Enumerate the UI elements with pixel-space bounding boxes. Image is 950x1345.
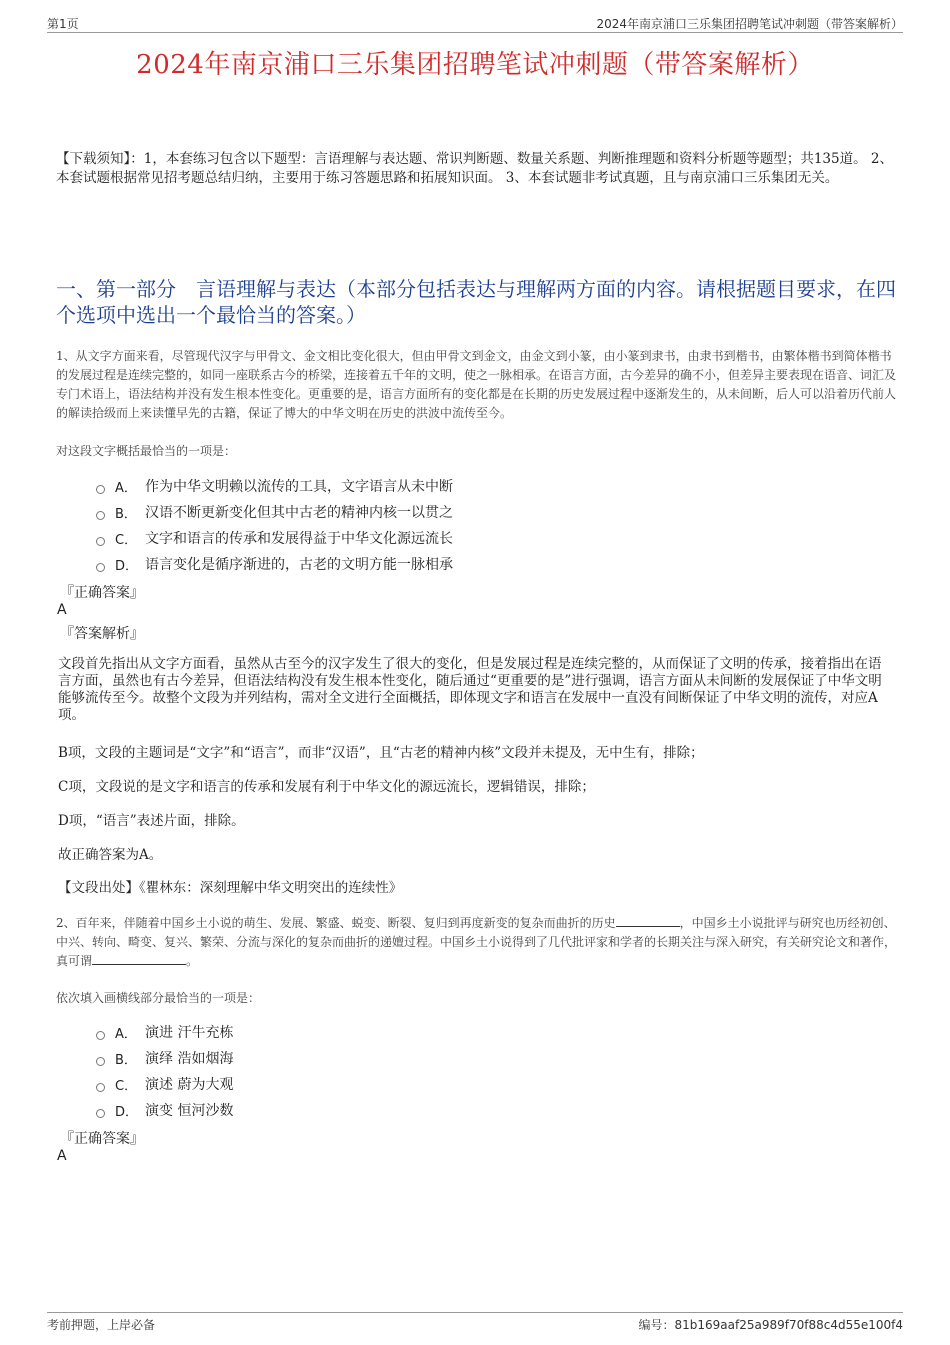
radio-icon[interactable] — [96, 1031, 105, 1040]
answer-label: 『正确答案』 — [60, 585, 144, 601]
q2-text-a: 2、百年来，伴随着中国乡土小说的萌生、发展、繁盛、蜕变、断裂、复归到再度新变的复杂而曲折的历史 — [56, 916, 616, 930]
download-notice: 【下载须知】：1，本套练习包含以下题型：言语理解与表达题、常识判断题、数量关系题、判断推理题和资料分析题等题型；共135道。 2、本套试题根据常见招考题总结归纳，主要用于练习答题思路和拓展知识面。 3、本套试题非考试真题，且与南京浦口三乐集团无关。 — [56, 151, 893, 186]
option-a[interactable] — [96, 1019, 233, 1045]
header-doc-title: 2024年南京浦口三乐集团招聘笔试冲刺题（带答案解析） — [596, 17, 903, 31]
radio-icon[interactable] — [96, 511, 105, 520]
analysis-paragraph: 文段首先指出从文字方面看，虽然从古至今的汉字发生了很大的变化，但是发展过程是连续完整的，从而保证了文明的传承，接着指出在语言方面，虽然也有古今差异，但语法结构没有发生根本性变化，随后通过“更重要的是”进行强调，语言方面从未间断的发展保证了中华文明能够流传至今。故整个文段为并列结构，需对全文进行全面概括，即体现文字和语言在发展中一直没有间断保证了中华文明的流传，对应A项。 — [58, 656, 882, 723]
option-text: 演进 汗牛充栋 — [145, 1025, 234, 1041]
option-b[interactable] — [96, 1045, 233, 1071]
page-header — [47, 14, 903, 33]
analysis-label: 『答案解析』 — [60, 626, 144, 642]
option-c[interactable] — [96, 1071, 233, 1097]
option-d[interactable] — [96, 551, 453, 577]
option-key: D． — [115, 558, 139, 574]
page-footer — [47, 1312, 903, 1333]
option-key: B． — [115, 1052, 137, 1068]
radio-icon[interactable] — [96, 1057, 105, 1066]
analysis-paragraph: B项，文段的主题词是“文字”和“语言”，而非“汉语”，且“古老的精神内核”文段并未提及，无中生有，排除； — [58, 745, 704, 761]
option-a[interactable] — [96, 473, 453, 499]
radio-icon[interactable] — [96, 1083, 105, 1092]
analysis-paragraph: 故正确答案为A。 — [58, 847, 163, 863]
page-title: 2024年南京浦口三乐集团招聘笔试冲刺题（带答案解析） — [136, 50, 814, 80]
option-key: C． — [115, 1078, 138, 1094]
option-text: 演绎 浩如烟海 — [145, 1051, 234, 1067]
option-key: A． — [115, 1026, 137, 1042]
question-1-text: 1、从文字方面来看，尽管现代汉字与甲骨文、金文相比变化很大，但由甲骨文到金文，由金文到小篆，由小篆到隶书，由隶书到楷书，由繁体楷书到简体楷书的发展过程是连续完整的，如同一座联系古今的桥梁，连接着五千年的文明，使之一脉相承。在语言方面，古今差异的确不小，但差异主要表现在语音、词汇及专门术语上，语法结构并没有发生根本性变化。更重要的是，语言方面所有的变化都是在长期的历史发展过程中逐渐发生的，从未间断，后人可以沿着历代前人的解读拾级而上来读懂早先的古籍，保证了博大的中华文明在历史的洪波中流传至今。 — [56, 349, 897, 420]
analysis-paragraph: C项，文段说的是文字和语言的传承和发展有利于中华文化的源远流长，逻辑错误，排除； — [58, 779, 595, 795]
option-c[interactable] — [96, 525, 453, 551]
footer-slogan: 考前押题，上岸必备 — [47, 1318, 156, 1332]
fill-blank — [616, 914, 680, 927]
question-2-prompt: 依次填入画横线部分最恰当的一项是： — [56, 991, 261, 1005]
q2-text-c: 。 — [186, 954, 199, 968]
option-text: 文字和语言的传承和发展得益于中华文化源远流长 — [145, 531, 453, 547]
q2-text-b: ，中国乡土小说批评与研究也历经初创、中兴、转向、畸变、复兴、繁荣、分流与深化的复杂而曲折的递嬗过程。中国乡土小说得到了几代批评家和学者的长期关注与深入研究，有关研究论文和著作，真可谓 — [56, 916, 897, 968]
fill-blank — [92, 952, 186, 965]
page-number: 第1页 — [47, 17, 79, 31]
answer-label: 『正确答案』 — [60, 1131, 144, 1147]
option-d[interactable] — [96, 1097, 233, 1123]
section-heading: 一、第一部分 言语理解与表达（本部分包括表达与理解两方面的内容。请根据题目要求，在四个选项中选出一个最恰当的答案。） — [56, 277, 896, 327]
option-key: A． — [115, 480, 137, 496]
option-text: 汉语不断更新变化但其中古老的精神内核一以贯之 — [145, 505, 453, 521]
option-key: B． — [115, 506, 137, 522]
option-text: 语言变化是循序渐进的，古老的文明方能一脉相承 — [145, 557, 453, 573]
radio-icon[interactable] — [96, 485, 105, 494]
question-2-options — [96, 1019, 233, 1123]
option-text: 演述 蔚为大观 — [145, 1077, 234, 1093]
option-key: D． — [115, 1104, 139, 1120]
footer-serial: 编号：81b169aaf25a989f70f88c4d55e100f4 — [638, 1318, 903, 1332]
question-1-options — [96, 473, 453, 577]
correct-answer: A — [57, 602, 67, 618]
option-text: 作为中华文明赖以流传的工具，文字语言从未中断 — [145, 479, 453, 495]
source-citation: 【文段出处】《瞿林东：深刻理解中华文明突出的连续性》 — [58, 880, 403, 896]
correct-answer: A — [57, 1148, 67, 1164]
radio-icon[interactable] — [96, 537, 105, 546]
question-1-prompt: 对这段文字概括最恰当的一项是： — [56, 444, 237, 458]
analysis-paragraph: D项，“语言”表述片面，排除。 — [58, 813, 245, 829]
radio-icon[interactable] — [96, 1109, 105, 1118]
option-key: C． — [115, 532, 138, 548]
option-b[interactable] — [96, 499, 453, 525]
option-text: 演变 恒河沙数 — [145, 1103, 234, 1119]
question-2-text — [56, 914, 898, 971]
radio-icon[interactable] — [96, 563, 105, 572]
